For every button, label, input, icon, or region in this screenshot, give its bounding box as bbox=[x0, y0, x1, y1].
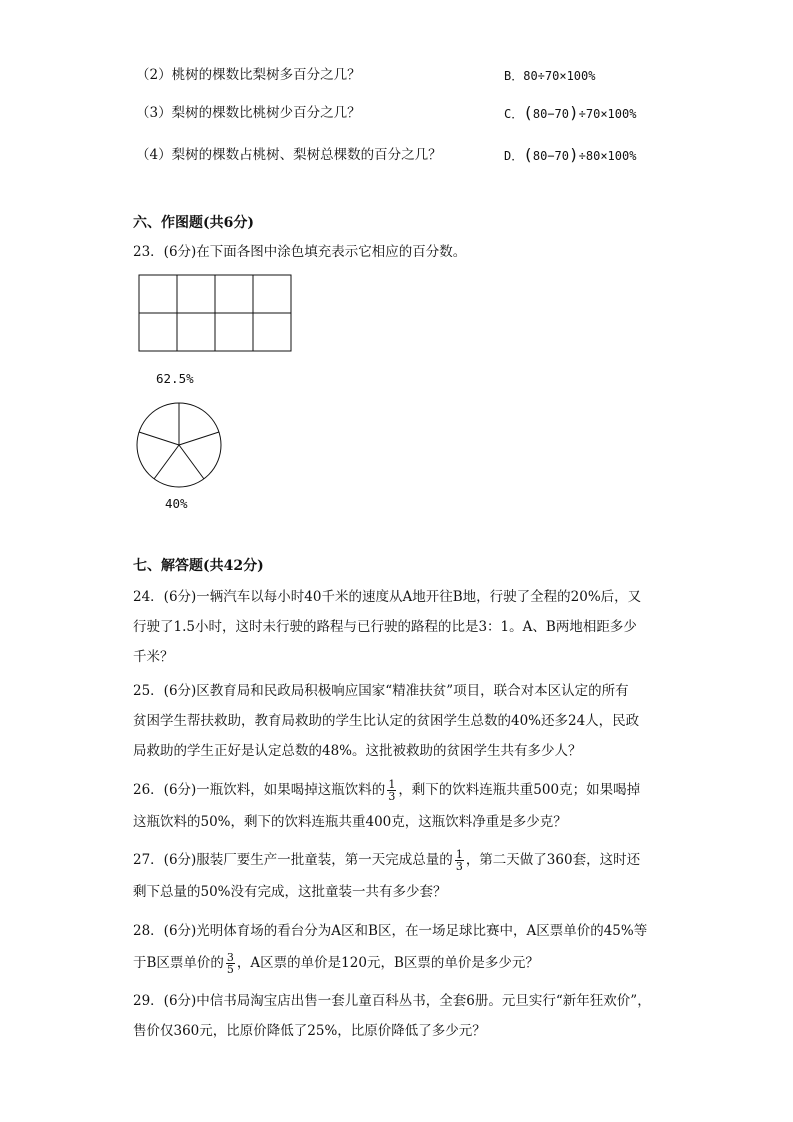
question-27-line2: 剩下总量的50%没有完成，这批童装一共有多少套？ bbox=[133, 884, 447, 900]
fraction-numerator: 3 bbox=[226, 951, 234, 964]
option-c-letter: C． bbox=[504, 107, 524, 121]
grid-percent-label: 62.5% bbox=[156, 371, 194, 386]
question-25 bbox=[133, 681, 639, 771]
matching-question-2: （2）桃树的棵数比梨树多百分之几？ bbox=[136, 67, 361, 83]
question-29-line: 售价仅360元，比原价降低了25%，比原价降低了多少元？ bbox=[133, 1023, 486, 1039]
question-25-line: 贫困学生帮扶救助，教育局救助的学生比认定的贫困学生总数的40%还多24人，民政 bbox=[133, 713, 640, 729]
question-23: 23．(6分)在下面各图中涂色填充表示它相应的百分数。 bbox=[133, 244, 467, 260]
question-29 bbox=[133, 991, 651, 1051]
question-28-pre: 于B区票单价的 bbox=[133, 955, 224, 971]
option-b-expr: 80÷70×100% bbox=[523, 69, 596, 83]
option-d-inner: 80−70 bbox=[532, 149, 569, 163]
fraction-denominator: 3 bbox=[455, 860, 463, 873]
circle-divider bbox=[179, 445, 204, 479]
question-27-pre: 27．(6分)服装厂要生产一批童装，第一天完成总量的 bbox=[133, 852, 453, 868]
circle-divider bbox=[179, 432, 219, 445]
option-c-tail: ÷70×100% bbox=[578, 107, 637, 121]
question-26-post: ，剩下的饮料连瓶共重500克；如果喝掉 bbox=[398, 782, 641, 798]
option-d: D．(80−70)÷80×100% bbox=[504, 145, 637, 164]
fraction-three-fifths bbox=[226, 952, 235, 975]
fraction-numerator: 1 bbox=[388, 778, 396, 791]
option-d-tail: ÷80×100% bbox=[578, 149, 637, 163]
question-24-line: 行驶了1.5小时，这时未行驶的路程与已行驶的路程的比是3：1。A、B两地相距多少 bbox=[133, 619, 637, 635]
circle-percent-label: 40% bbox=[165, 496, 188, 511]
question-24-line: 24．(6分)一辆汽车以每小时40千米的速度从A地开往B地，行驶了全程的20%后，又 bbox=[133, 589, 642, 605]
fraction-numerator: 1 bbox=[455, 848, 463, 861]
option-d-letter: D． bbox=[504, 149, 524, 163]
fraction-denominator: 5 bbox=[226, 963, 234, 976]
question-28 bbox=[133, 918, 647, 982]
question-27-post: ，第二天做了360套，这时还 bbox=[465, 852, 641, 868]
question-24-line: 千米？ bbox=[133, 649, 174, 665]
fraction-denominator: 3 bbox=[388, 790, 396, 803]
option-c-inner: 80−70 bbox=[532, 107, 569, 121]
matching-question-3: （3）梨树的棵数比桃树少百分之几？ bbox=[136, 105, 361, 121]
fraction-one-third bbox=[455, 849, 464, 872]
circle-divider bbox=[154, 445, 179, 479]
question-26-pre: 26．(6分)一瓶饮料，如果喝掉这瓶饮料的 bbox=[133, 782, 386, 798]
question-26 bbox=[133, 772, 640, 836]
question-24 bbox=[133, 587, 641, 677]
option-c: C．(80−70)÷70×100% bbox=[504, 103, 637, 122]
question-29-line: 29．(6分)中信书局淘宝店出售一套儿童百科丛书，全套6册。元旦实行“新年狂欢价”， bbox=[133, 993, 651, 1009]
question-28-post: ，A区票的单价是120元，B区票的单价是多少元？ bbox=[236, 955, 539, 971]
option-b-letter: B． bbox=[504, 69, 524, 83]
question-28-line1: 28．(6分)光明体育场的看台分为A区和B区，在一场足球比赛中，A区票单价的45%等 bbox=[133, 923, 648, 939]
section6-title: 六、作图题(共6分) bbox=[133, 215, 254, 231]
fraction-one-third bbox=[387, 779, 396, 802]
circle-divider bbox=[139, 432, 179, 445]
circle-figure bbox=[136, 402, 226, 490]
question-25-line: 25．(6分)区教育局和民政局积极响应国家“精准扶贫”项目，联合对本区认定的所有 bbox=[133, 683, 629, 699]
question-25-line: 局救助的学生正好是认定总数的48%。这批被救助的贫困学生共有多少人？ bbox=[133, 743, 582, 759]
section7-title: 七、解答题(共42分) bbox=[133, 558, 264, 574]
matching-question-4: （4）梨树的棵数占桃树、梨树总棵数的百分之几？ bbox=[136, 147, 442, 163]
question-27 bbox=[133, 842, 640, 906]
question-26-line2: 这瓶饮料的50%，剩下的饮料连瓶共重400克，这瓶饮料净重是多少克？ bbox=[133, 814, 567, 830]
option-b bbox=[504, 67, 595, 84]
grid-figure bbox=[138, 274, 293, 352]
